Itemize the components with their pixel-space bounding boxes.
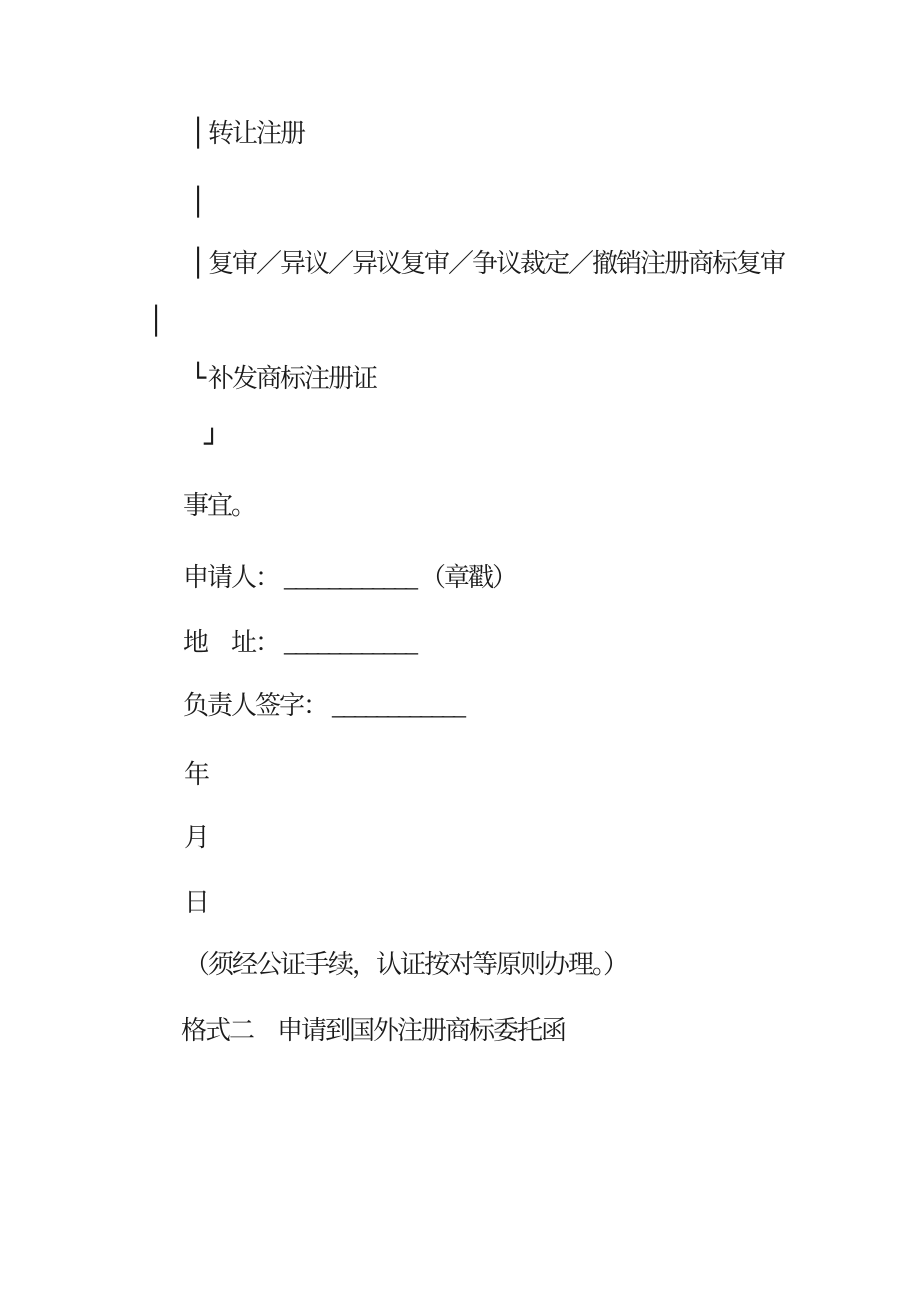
corner-bottom-right-glyph: ┘ xyxy=(204,429,221,460)
bracket-vertical-bar-outdented xyxy=(140,305,166,339)
fill-in-blank: ____________ xyxy=(284,563,417,592)
fill-in-blank: ____________ xyxy=(284,628,417,657)
field-address xyxy=(183,626,420,660)
line-year: 年 xyxy=(184,760,209,789)
vertical-bar-glyph: │ xyxy=(148,306,165,337)
corner-bottom-left-glyph: └ xyxy=(190,363,207,394)
option-review-opposition xyxy=(182,247,784,281)
bracket-corner-bottom-right xyxy=(196,428,222,462)
line-month: 月 xyxy=(184,823,209,852)
fill-in-blank: ____________ xyxy=(332,691,465,720)
heading-format-two: 格式二 申请到国外注册商标委托函 xyxy=(181,1016,566,1045)
field-signature xyxy=(183,689,468,723)
field-label: 申请人： xyxy=(183,563,280,592)
bracket-vertical-bar xyxy=(182,186,208,220)
field-label: 地 址： xyxy=(183,628,280,657)
option-transfer-registration xyxy=(182,117,304,151)
vertical-bar-glyph: │ xyxy=(190,187,207,218)
field-applicant xyxy=(183,561,516,595)
line-matters: 事宜。 xyxy=(183,491,256,520)
vertical-bar-glyph: │ xyxy=(190,118,207,149)
line-day: 日 xyxy=(184,888,209,917)
option-text: 补发商标注册证 xyxy=(208,364,377,393)
option-text: 复审／异议／异议复审／争议裁定／撤销注册商标复审 xyxy=(208,249,785,278)
seal-note: （章戳） xyxy=(420,563,517,592)
option-text: 转让注册 xyxy=(208,119,305,148)
vertical-bar-glyph: │ xyxy=(190,248,207,279)
option-reissue-certificate xyxy=(182,362,376,396)
field-label: 负责人签字： xyxy=(183,691,328,720)
line-notary-note: （须经公证手续，认证按对等原则办理。） xyxy=(184,950,628,979)
